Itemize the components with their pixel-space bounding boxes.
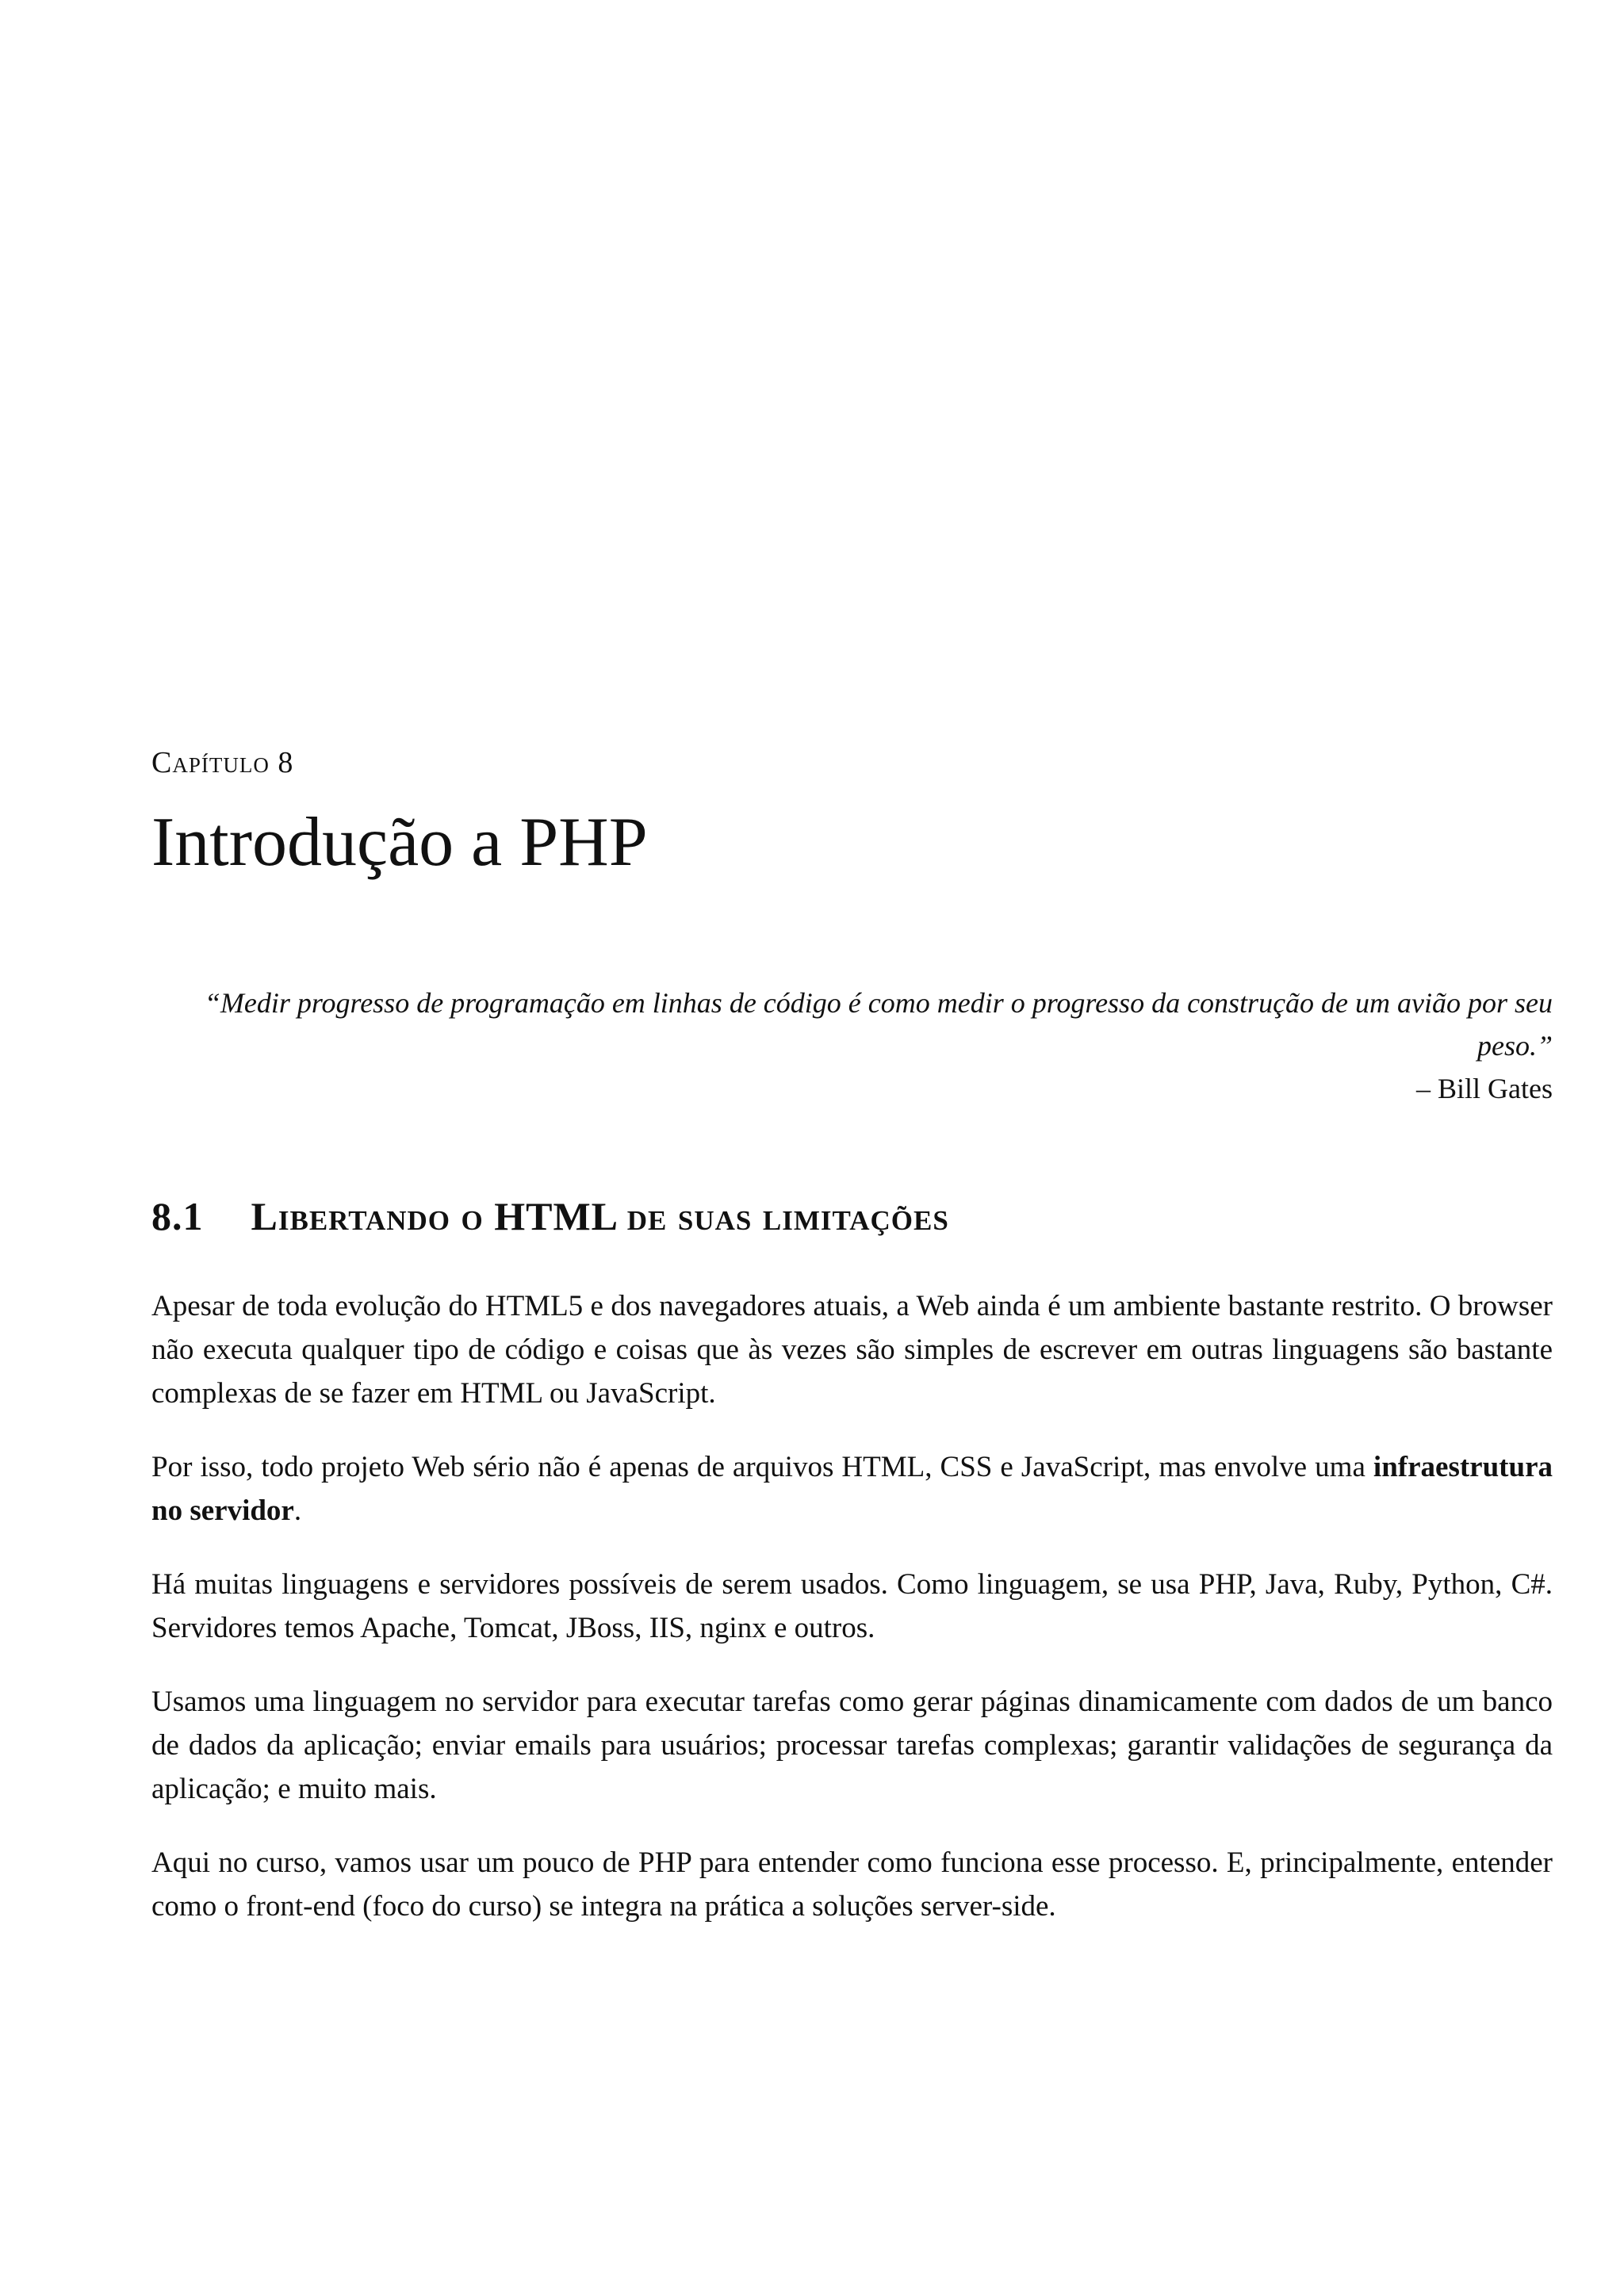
paragraph: Apesar de toda evolução do HTML5 e dos navegadores atuais, a Web ainda é um ambiente bastante restrito. O browser não executa qualquer tipo de código e coisas que às vezes são simples de escrever em outras linguagens são bastante complexas de se fazer em HTML ou JavaScript. [151, 1290, 1553, 1410]
section-number: 8.1 [151, 1194, 204, 1238]
epigraph-quote: “Medir progresso de programação em linhas de código é como medir o progresso da construção de um avião por seu peso.” [204, 987, 1553, 1062]
epigraph [173, 982, 1553, 1110]
paragraph: Aqui no curso, vamos usar um pouco de PHP para entender como funciona esse processo. E, principalmente, entender como o front-end (foco do curso) se integra na prática a soluções server-side. [151, 1846, 1553, 1923]
section-body [151, 1284, 1553, 1958]
section-title: Libertando o HTML de suas limitações [251, 1194, 949, 1238]
section-heading [151, 1193, 949, 1239]
paragraph-text: . [293, 1494, 302, 1527]
document-page [151, 0, 1553, 2296]
paragraph [151, 1445, 1553, 1533]
paragraph: Usamos uma linguagem no servidor para executar tarefas como gerar páginas dinamicamente com dados de um banco de dados da aplicação; enviar emails para usuários; processar tarefas complexas; garantir validações de segurança da aplicação; e muito mais. [151, 1686, 1553, 1805]
chapter-label: Capítulo 8 [151, 746, 294, 779]
paragraph-text: Por isso, todo projeto Web sério não é apenas de arquivos HTML, CSS e JavaScript, mas envolve uma [151, 1451, 1373, 1483]
emphasis-text: infraestrutura no servidor [151, 1451, 1553, 1527]
chapter-title: Introdução a PHP [151, 804, 648, 881]
epigraph-author: – Bill Gates [1416, 1073, 1553, 1104]
paragraph: Há muitas linguagens e servidores possíveis de serem usados. Como linguagem, se usa PHP, Java, Ruby, Python, C#. Servidores temos Apache, Tomcat, JBoss, IIS, nginx e outros. [151, 1568, 1553, 1644]
